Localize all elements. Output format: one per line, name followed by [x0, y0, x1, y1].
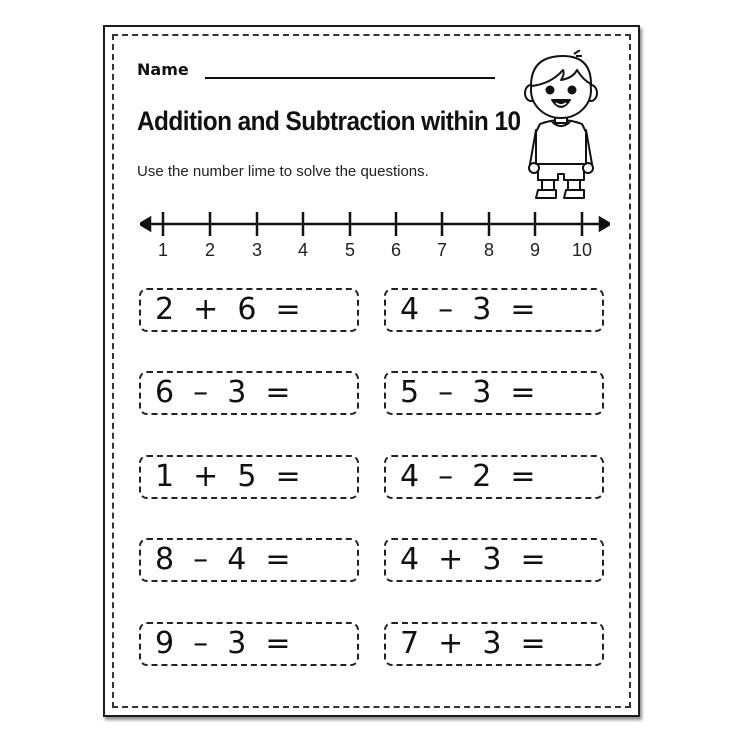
number-line-label: 7 — [436, 240, 447, 260]
instructions-text: Use the number lime to solve the questions. — [137, 163, 429, 180]
number-line-label: 4 — [297, 240, 308, 260]
number-line-arrow-left — [140, 218, 150, 230]
problem-box[interactable] — [384, 622, 604, 666]
number-line-label: 6 — [390, 240, 401, 260]
problem-box[interactable] — [384, 371, 604, 415]
problem-box[interactable] — [139, 455, 359, 499]
problem-text: 5 – 3 = — [400, 375, 536, 410]
problem-box[interactable] — [384, 538, 604, 582]
problem-text: 9 – 3 = — [155, 626, 291, 661]
number-line-label: 10 — [571, 240, 593, 260]
problem-text: 2 + 6 = — [155, 292, 301, 327]
name-line — [205, 77, 495, 79]
problem-text: 6 – 3 = — [155, 375, 291, 410]
problem-text: 8 – 4 = — [155, 542, 291, 577]
problem-text: 4 + 3 = — [400, 542, 546, 577]
problem-box[interactable] — [384, 288, 604, 332]
problem-text: 4 – 2 = — [400, 459, 536, 494]
number-line-label: 1 — [157, 240, 168, 260]
number-line-label: 9 — [529, 240, 540, 260]
number-line-label: 5 — [344, 240, 355, 260]
number-line-label: 2 — [204, 240, 215, 260]
problem-box[interactable] — [139, 371, 359, 415]
problem-text: 4 – 3 = — [400, 292, 536, 327]
number-line-arrow-right — [600, 218, 610, 230]
problem-text: 7 + 3 = — [400, 626, 546, 661]
problem-text: 1 + 5 = — [155, 459, 301, 494]
number-line — [140, 202, 610, 274]
problem-box[interactable] — [139, 622, 359, 666]
number-line-label: 8 — [483, 240, 494, 260]
problem-box[interactable] — [384, 455, 604, 499]
boy-icon — [518, 50, 604, 200]
name-label: Name — [137, 60, 189, 79]
problem-box[interactable] — [139, 538, 359, 582]
worksheet-title: Addition and Subtraction within 10 — [137, 106, 521, 136]
problem-box[interactable] — [139, 288, 359, 332]
number-line-label: 3 — [251, 240, 262, 260]
